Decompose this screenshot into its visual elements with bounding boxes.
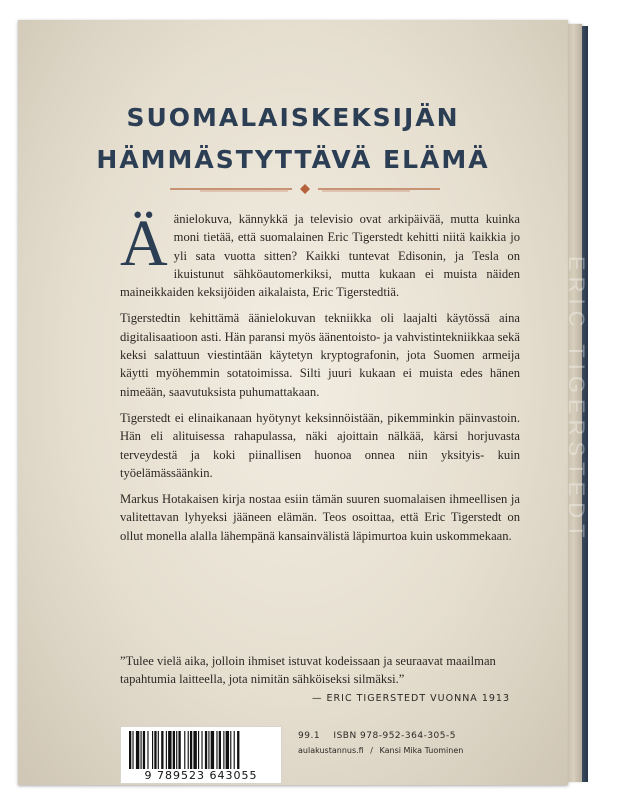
barcode-bar <box>184 731 185 769</box>
barcode-bar <box>178 731 180 769</box>
publisher-line <box>298 746 558 755</box>
blurb-paragraph-4: Markus Hotakaisen kirja nostaa esiin tämän suuren suomalaisen ihmeellisen ja valitettavan lyhyeksi jääneen elämän. Teos osoittaa, että Eric Tigerstedt on ollut monella alalla lähempänä kansainvälistä läpimurtoa kuin uskommekaan. <box>120 492 520 543</box>
barcode-bar <box>198 731 199 769</box>
barcode-bar <box>205 731 207 769</box>
blurb-text <box>120 207 520 553</box>
barcode-bar <box>143 731 145 769</box>
barcode-bar <box>158 731 159 769</box>
barcode-bar <box>141 731 142 769</box>
cover-credit: Kansi Mika Tuominen <box>379 746 464 755</box>
ornament-diamond-icon <box>300 184 310 194</box>
barcode-bar <box>219 731 221 769</box>
barcode-bar <box>147 731 148 769</box>
barcode-bars <box>129 731 273 769</box>
barcode-bar <box>188 731 189 769</box>
spine-edge <box>582 26 588 782</box>
cover-title-line1: SUOMALAISKEKSIJÄN <box>126 103 460 132</box>
barcode-bar <box>168 731 171 769</box>
isbn-line <box>298 731 558 741</box>
book-spine <box>568 24 582 782</box>
barcode-bar <box>234 731 235 769</box>
cover-title-line2: HÄMMÄSTYTTÄVÄ ELÄMÄ <box>96 145 490 174</box>
barcode-bar <box>176 731 177 769</box>
quote-author: — ERIC TIGERSTEDT VUONNA 1913 <box>312 693 510 704</box>
barcode-bar <box>230 731 231 769</box>
barcode-bar <box>208 731 209 769</box>
barcode-digits: 9 789523 643055 <box>144 769 258 782</box>
barcode-bar <box>129 731 131 769</box>
barcode-bar <box>136 731 139 769</box>
publisher-url: aulakustannus.fi <box>298 746 364 755</box>
isbn: ISBN 978-952-364-305-5 <box>333 731 456 741</box>
ornament-divider <box>170 183 440 195</box>
barcode-bar <box>166 731 167 769</box>
barcode-bar <box>161 731 163 769</box>
barcode-bar <box>193 731 196 769</box>
blurb-paragraph-1 <box>120 207 520 301</box>
barcode-bar <box>190 731 192 769</box>
barcode-bar <box>216 731 217 769</box>
barcode-bar <box>211 731 214 769</box>
class-number: 99.1 <box>298 731 321 741</box>
barcode-bar <box>152 731 153 769</box>
blurb-paragraph-1-text: änielokuva, kännykkä ja televisio ovat arkipäivää, mutta kuinka moni tietää, että suomalainen Eric Tigerstedt kehitti niitä kaikkia jo yli sata vuotta sitten? Kaikki tuntevat Edisonin, ja Tesla on ikuistunut sähköautomerkiksi, mutta kukaan ei muista näiden maineikkaiden keksijöiden aikalaista, Eric Tigerstedtiä. <box>120 212 520 300</box>
barcode-bar <box>201 731 202 769</box>
drop-cap: Ä <box>120 207 168 280</box>
blurb-paragraph-3: Tigerstedt ei elinaikanaan hyötynyt keksinnöistään, pikemminkin päinvastoin. Hän eli alituisessa rahapulassa, näki ajoittain nälkää, kärsi horjuvasta terveydestä ja koki piinallisen huonoa onnea niin yksityis- kuin työelämässäänkin. <box>120 410 520 480</box>
barcode-bar <box>226 731 229 769</box>
spine-title: ERIC TIGERSTEDT <box>564 256 589 544</box>
barcode-bar <box>173 731 175 769</box>
quote-text: ”Tulee vielä aika, jolloin ihmiset istuvat kodeissaan ja seuraavat maailman tapahtumia laitteella, jota nimitän sähköiseksi silmäksi.” <box>120 654 496 686</box>
barcode-bar <box>132 731 133 769</box>
barcode-bar <box>237 731 239 769</box>
credit-separator: / <box>370 746 373 755</box>
blurb-paragraph-2: Tigerstedtin kehittämä äänielokuvan tekniikka oli laajalti käytössä aina digitalisaatioon asti. Hän paransi myös äänentoisto- ja vahvistintekniikkaa sekä keksi salattuun viestintään käytetyn kryptografonin, jota Suomen armeija käytti myöhemmin sotatoimissa. Silti juuri kukaan ei muista edes hänen nimeään, saavutuksista puhumattakaan. <box>120 311 520 399</box>
barcode-bar <box>223 731 224 769</box>
barcode-bar <box>154 731 156 769</box>
barcode <box>120 726 282 784</box>
